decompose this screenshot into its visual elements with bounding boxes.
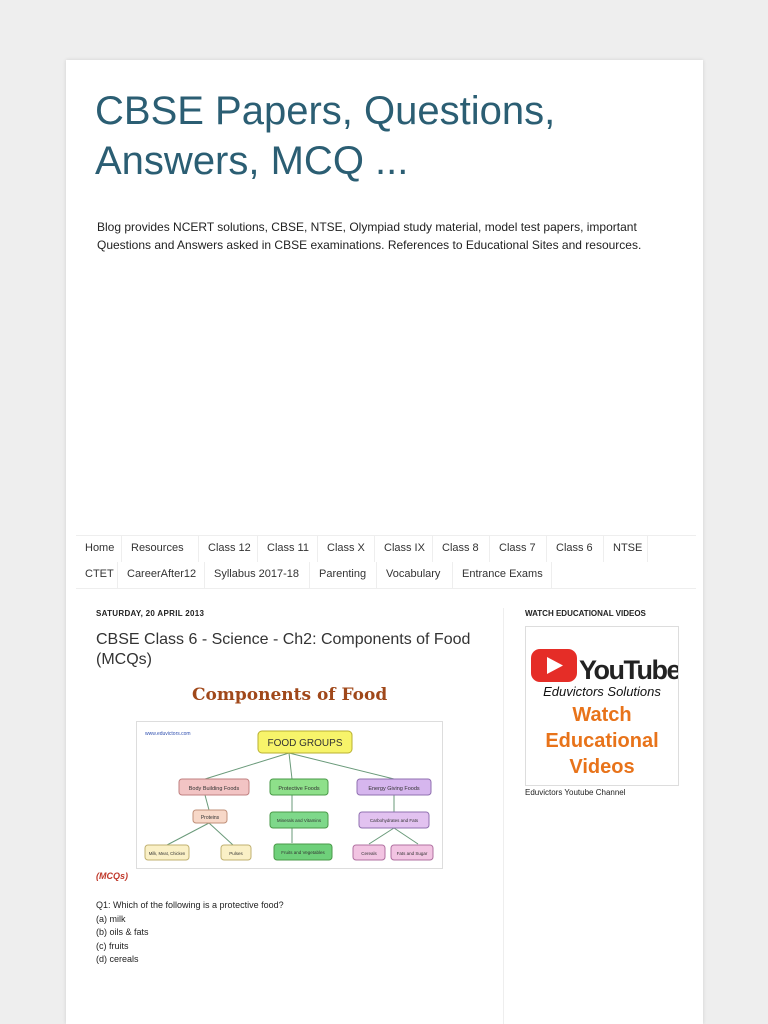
sidebar-heading: WATCH EDUCATIONAL VIDEOS [525,609,646,618]
food-groups-diagram-svg [137,722,442,868]
sidebar-divider [503,608,504,1024]
tab-parenting[interactable]: Parenting [310,562,377,588]
tabs-row-2 [76,562,552,588]
question-text: Q1: Which of the following is a protective food? [96,900,284,910]
section-heading: Components of Food [192,685,388,705]
food-groups-diagram[interactable] [136,721,443,869]
node-fruits-veg-label: Fruits and Vegetables [281,850,325,855]
node-body-building-label: Body Building Foods [188,786,240,792]
node-milk-meat-label: Milk, Meat, Chicken [148,851,186,856]
channel-name: Eduvictors Solutions [543,684,661,699]
tab-class-11[interactable]: Class 11 [258,536,318,562]
tab-resources[interactable]: Resources [122,536,199,562]
page-tabs-nav [76,535,696,589]
tab-class-8[interactable]: Class 8 [433,536,490,562]
banner-line-3: Videos [569,756,635,778]
youtube-banner[interactable] [525,626,679,786]
banner-line-2: Educational [545,730,659,752]
youtube-banner-art [526,627,678,785]
tab-home[interactable]: Home [76,536,122,562]
node-cereals-label: Cereals [361,851,377,856]
mcq-label: (MCQs) [96,871,128,881]
option-b: (b) oils & fats [96,927,149,937]
youtube-caption-link[interactable]: Eduvictors Youtube Channel [525,788,626,797]
tab-entrance-exams[interactable]: Entrance Exams [453,562,552,588]
tab-ntse[interactable]: NTSE [604,536,648,562]
node-protective-label: Protective Foods [278,786,320,792]
option-d: (d) cereals [96,954,139,964]
tab-vocabulary[interactable]: Vocabulary [377,562,453,588]
node-fats-sugar-label: Fats and Sugar [396,851,428,856]
tab-class-7[interactable]: Class 7 [490,536,547,562]
node-pulses-label: Pulses [229,851,243,856]
tabs-row-1 [76,536,648,562]
node-proteins-label: Proteins [200,815,220,821]
tab-syllabus[interactable]: Syllabus 2017-18 [205,562,310,588]
option-a: (a) milk [96,913,126,924]
tab-ctet[interactable]: CTET [76,562,118,588]
node-energy-giving-label: Energy Giving Foods [368,786,420,792]
diagram-watermark: www.eduvictors.com [145,731,191,737]
question-block [96,899,496,967]
tab-careerafter12[interactable]: CareerAfter12 [118,562,205,588]
node-carbs-fats-label: Carbohydrates and Fats [369,818,419,823]
youtube-wordmark: YouTube [579,655,678,685]
tab-class-x[interactable]: Class X [318,536,375,562]
tab-class-12[interactable]: Class 12 [199,536,258,562]
blog-description: Blog provides NCERT solutions, CBSE, NTSE, Olympiad study material, model test papers, important Questions and Answers asked in CBSE examinations. References to Educational Sites and resources. [97,220,642,252]
banner-line-1: Watch [572,704,632,726]
option-c: (c) fruits [96,940,129,951]
tab-class-ix[interactable]: Class IX [375,536,433,562]
node-minerals-vitamins-label: Minerals and Vitamins [276,818,322,823]
blog-title[interactable]: CBSE Papers, Questions, Answers, MCQ ... [95,89,556,183]
diagram-connectors [167,753,418,845]
post-title[interactable]: CBSE Class 6 - Science - Ch2: Components of Food (MCQs) [96,631,471,668]
node-food-groups-label: FOOD GROUPS [267,738,343,749]
tab-class-6[interactable]: Class 6 [547,536,604,562]
post-date: SATURDAY, 20 APRIL 2013 [96,609,205,618]
blog-page [66,60,703,1024]
